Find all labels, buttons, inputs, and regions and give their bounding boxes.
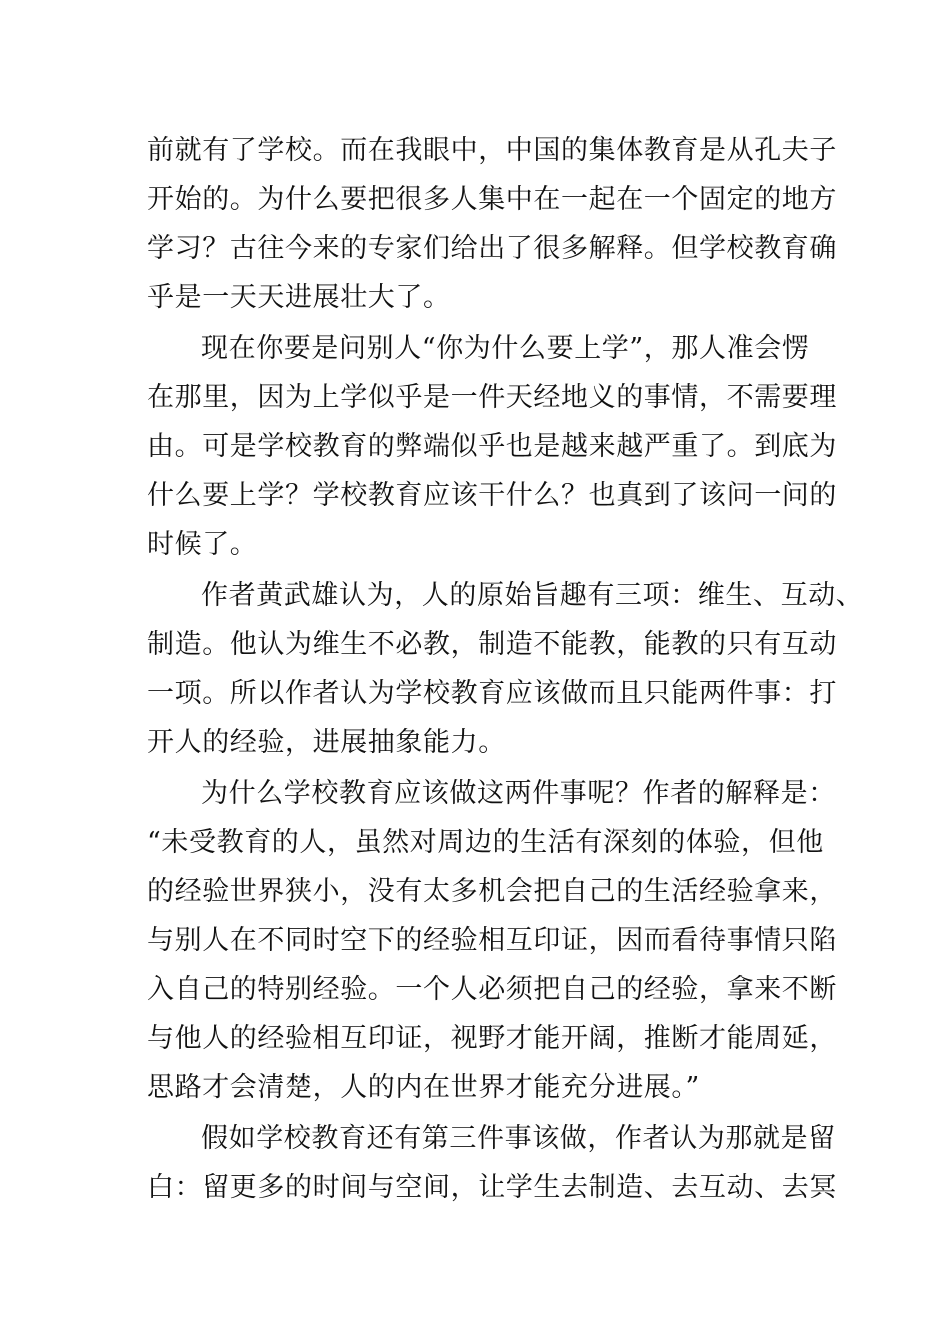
- text-line: 由。可是学校教育的弊端似乎也是越来越严重了。到底为: [147, 431, 837, 462]
- text-line: 一项。所以作者认为学校教育应该做而且只能两件事：打: [147, 678, 837, 709]
- text-line: 乎是一天天进展壮大了。: [147, 282, 451, 313]
- text-line: 制造。他认为维生不必教，制造不能教，能教的只有互动: [147, 629, 837, 660]
- text-line: 入自己的特别经验。一个人必须把自己的经验，拿来不断: [147, 974, 837, 1005]
- text-line: 学习？古往今来的专家们给出了很多解释。但学校教育确: [147, 233, 837, 264]
- text-line: 白：留更多的时间与空间，让学生去制造、去互动、去冥: [147, 1172, 837, 1203]
- paragraph-start-line: 为什么学校教育应该做这两件事呢？作者的解释是：: [201, 778, 836, 809]
- body-text: [147, 126, 864, 1212]
- text-line: “未受教育的人，虽然对周边的生活有深刻的体验，但他: [147, 827, 824, 858]
- paragraph-start-line: 假如学校教育还有第三件事该做，作者认为那就是留: [201, 1123, 836, 1154]
- paragraph-start-line: 作者黄武雄认为，人的原始旨趣有三项：维生、互动、: [201, 580, 864, 611]
- text-line: 什么要上学？学校教育应该干什么？也真到了该问一问的: [147, 480, 837, 511]
- text-line: 在那里，因为上学似乎是一件天经地义的事情，不需要理: [147, 382, 837, 413]
- text-line: 开始的。为什么要把很多人集中在一起在一个固定的地方: [147, 184, 837, 215]
- text-line: 开人的经验，进展抽象能力。: [147, 727, 506, 758]
- text-line: 时候了。: [147, 529, 258, 560]
- paragraph-start-line: 现在你要是问别人“你为什么要上学”，那人准会愣: [201, 333, 810, 364]
- text-line: 前就有了学校。而在我眼中，中国的集体教育是从孔夫子: [147, 135, 837, 166]
- text-line: 的经验世界狭小，没有太多机会把自己的生活经验拿来，: [147, 876, 837, 907]
- text-line: 思路才会清楚，人的内在世界才能充分进展。”: [147, 1072, 700, 1103]
- text-line: 与他人的经验相互印证，视野才能开阔，推断才能周延，: [147, 1023, 837, 1054]
- text-line: 与别人在不同时空下的经验相互印证，因而看待事情只陷: [147, 925, 837, 956]
